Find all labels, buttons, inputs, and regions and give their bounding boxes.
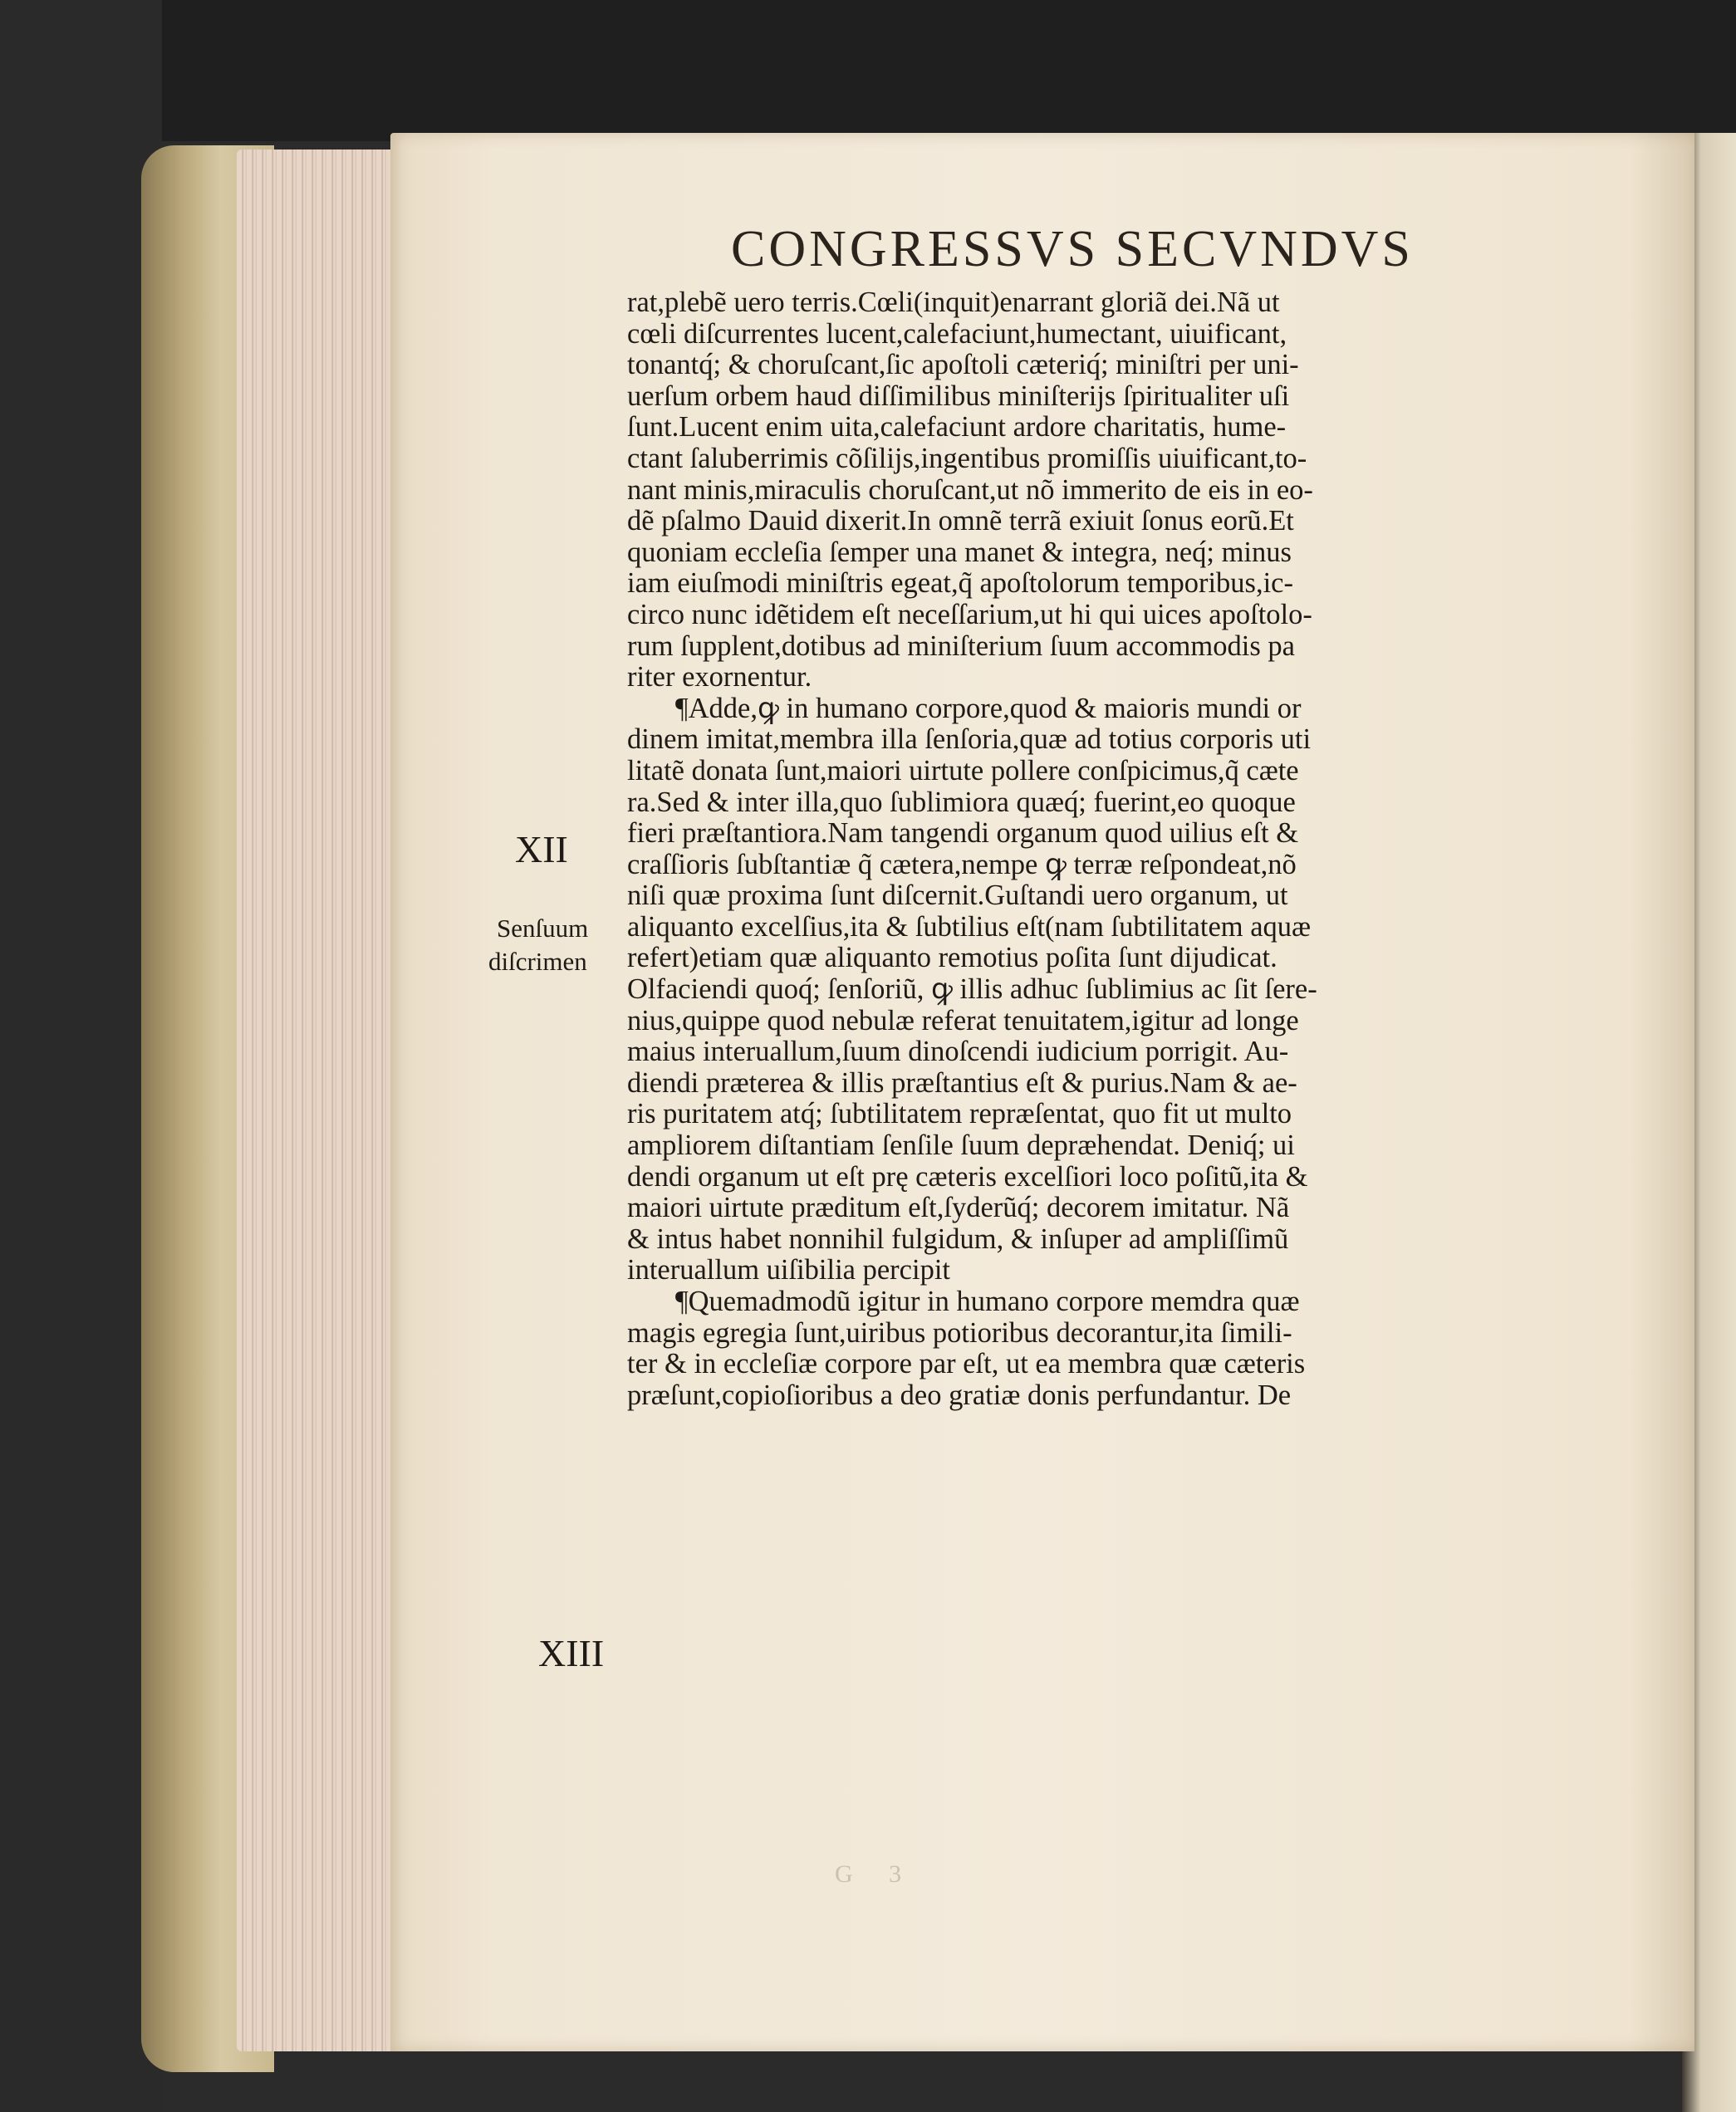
text-line: iam eiuſmodi miniſtris egeat,q̃ apoſtolorum temporibus,ic- [627,568,1293,600]
text-line: dẽ pſalmo Dauid dixerit.In omnẽ terrã exiuit ſonus eorũ.Et [627,506,1294,537]
text-line: ampliorem diſtantiam ſenſile ſuum depræhendat. Deniq́; ui [627,1130,1295,1162]
text-line: fieri præſtantiora.Nam tangendi organum quod uilius eſt & [627,818,1299,850]
text-line: refert)etiam quæ aliquanto remotius poſita ſunt dijudicat. [627,943,1277,974]
text-line: dendi organum ut eſt prę cæteris excelſiori loco poſitũ,ita & [627,1161,1308,1193]
text-line: rat,plebẽ uero terris.Cœli(inquit)enarrant gloriã dei.Nã ut [627,287,1280,318]
margin-note-line-1: Senſuum [497,914,589,943]
text-line: & intus habet nonnihil fulgidum, & inſuper ad ampliſſimũ [627,1223,1289,1255]
text-line: ¶Quemadmodũ igitur in humano corpore memdra quæ [675,1286,1300,1317]
text-line: diendi præterea & illis præſtantius eſt & purius.Nam & ae- [627,1067,1297,1099]
text-line: maiori uirtute præditum eſt,ſyderũq́; decorem imitatur. Nã [627,1193,1290,1224]
margin-note-line-2: diſcrimen [488,947,587,976]
text-line: litatẽ donata ſunt,maiori uirtute pollere conſpicimus,q̃ cæte [627,755,1299,786]
text-line: tonantq́; & choruſcant,ſic apoſtoli cæteriq́; miniſtri per uni- [627,350,1299,381]
text-line: dinem imitat,membra illa ſenſoria,quæ ad totius corporis uti [627,724,1312,756]
background-top [0,0,1736,141]
text-line: interuallum uiſibilia percipit [627,1255,950,1286]
text-line: præſunt,copioſioribus a deo gratiæ donis perfundantur. De [627,1379,1292,1411]
signature-mark: G 3 [835,1860,917,1888]
text-line: niſi quæ proxima ſunt diſcernit.Guſtandi uero organum, ut [627,880,1288,912]
text-line: cœli diſcurrentes lucent,calefaciunt,humectant, uiuificant, [627,318,1287,350]
margin-section-number-xiii: XIII [538,1632,605,1674]
text-line: nius,quippe quod nebulæ referat tenuitatem,igitur ad longe [627,1005,1299,1036]
background-left [0,0,162,2112]
page-stack-edges [237,149,403,2051]
margin-section-number-xii: XII [515,828,568,870]
text-line: riter exornentur. [627,662,812,693]
text-line: rum ſupplent,dotibus ad miniſterium ſuum accommodis pa [627,630,1295,662]
text-line: aliquanto excelſius,ita & ſubtilius eſt(nam ſubtilitatem aquæ [627,911,1312,943]
running-title: CONGRESSVS SECVNDVS [731,221,1414,277]
text-line: ctant ſaluberrimis cõſilijs,ingentibus promiſſis uiuificant,to- [627,443,1307,474]
text-line: craſſioris ſubſtantiæ q̃ cætera,nempe ꝙ terræ reſpondeat,nõ [627,849,1297,880]
text-line: ſunt.Lucent enim uita,calefaciunt ardore charitatis, hume- [627,412,1287,443]
text-line: circo nunc idẽtidem eſt neceſſarium,ut hi qui uices apoſtolo- [627,599,1312,630]
body-text [627,287,1574,1411]
text-line: nant minis,miraculis choruſcant,ut nõ immerito de eis in eo- [627,474,1313,506]
text-line: Olfaciendi quoq́; ſenſoriũ, ꝙ illis adhuc ſublimius ac ſit ſere- [627,974,1317,1006]
text-line: uerſum orbem haud diſſimilibus miniſterijs ſpiritualiter uſi [627,380,1290,412]
text-line: magis egregia ſunt,uiribus potioribus decorantur,ita ſimili- [627,1317,1292,1349]
text-line: maius interuallum,ſuum dinoſcendi iudicium porrigit. Au- [627,1036,1289,1068]
text-line: ra.Sed & inter illa,quo ſublimiora quæq́; fuerint,eo quoque [627,786,1296,818]
text-line: quoniam eccleſia ſemper una manet & integra, neq́; minus [627,537,1292,568]
text-line: ris puritatem atq́; ſubtilitatem repræſentat, quo fit ut multo [627,1099,1292,1130]
text-line: ¶Adde,ꝙ in humano corpore,quod & maioris mundi or [675,693,1302,724]
text-line: ter & in eccleſiæ corpore par eſt, ut ea membra quæ cæteris [627,1349,1306,1380]
